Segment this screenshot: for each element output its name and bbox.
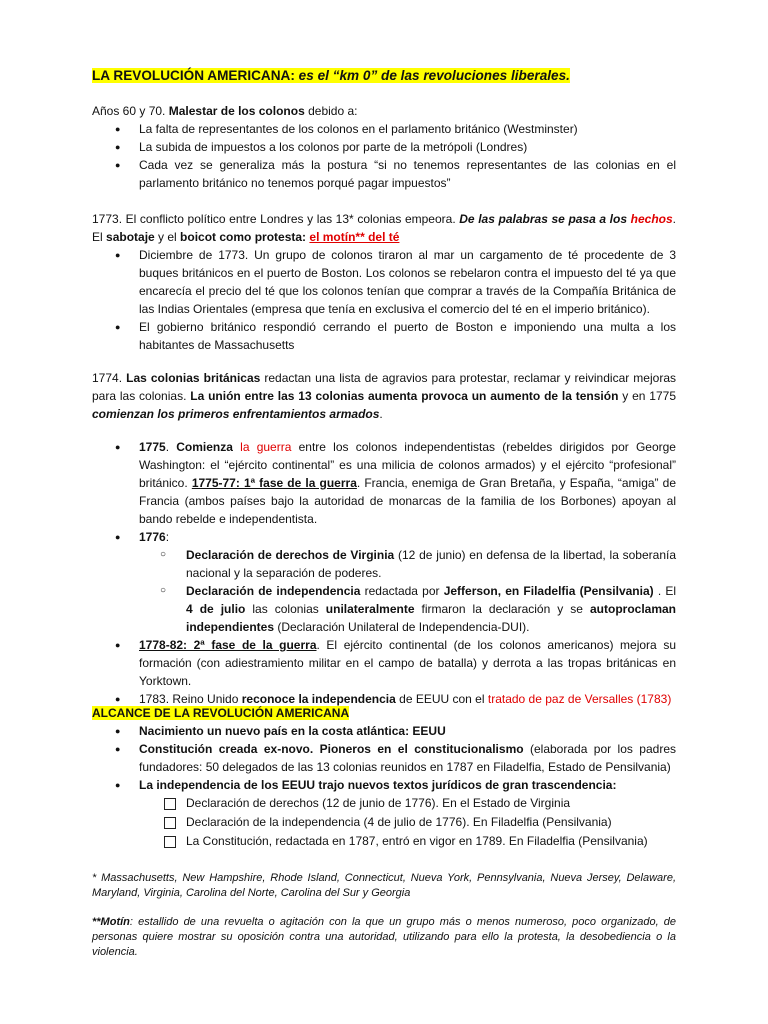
list-item: ● Diciembre de 1773. Un grupo de colonos tiraron al mar un cargamento de té procedente de 3 buques británicos en el puerto de Boston. Los colonos se rebelaron contra el impuesto del té ya que encarecía el precio del té que los colonos tenían que comprar a través de la Compañía Británica de las Indias Orientales (empresa que tenía en exclusiva el comercio del té en el imperio británico).: [92, 246, 676, 318]
list-item: ● Nacimiento un nuevo país en la costa atlántica: EEUU: [92, 722, 676, 740]
alcance-list: [92, 722, 676, 794]
section-alcance-heading: ALCANCE DE LA REVOLUCIÓN AMERICANA: [92, 706, 350, 720]
sublist-item: ○ Declaración de independencia redactada por Jefferson, en Filadelfia (Pensilvania) . El 4 de julio las colonias unilateralmente firmaron la declaración y se autoproclaman independientes (Declaración Unilateral de Independencia-DUI).: [92, 582, 676, 636]
section-motin: [92, 210, 676, 354]
sublist-1776: [92, 546, 676, 636]
list-item: ● El gobierno británico respondió cerrando el puerto de Boston e imponiendo una multa a los habitantes de Massachusetts: [92, 318, 676, 354]
checkbox-item: La Constitución, redactada en 1787, entró en vigor en 1789. En Filadelfia (Pensilvania): [92, 832, 676, 851]
section-alcance: [92, 704, 676, 851]
title-sub: es el “km 0” de las revoluciones liberales.: [294, 68, 570, 83]
list-item: ● La falta de representantes de los colonos en el parlamento británico (Westminster): [92, 120, 676, 138]
section-malestar: [92, 102, 676, 192]
malestar-list: [92, 120, 676, 192]
footnote-colonias: * Massachusetts, New Hampshire, Rhode Island, Connecticut, Nueva York, Pennsylvania, Nueva Jersey, Delaware, Maryland, Virginia, Carolina del Norte, Carolina del Sur y Georgia: [92, 872, 676, 899]
list-item-1775: ● 1775. Comienza la guerra entre los colonos independentistas (rebeldes dirigidos por George Washington: el “ejército continental” es una milicia de colonos armados) y el ejército “profesional” británico. 1775-77: 1ª fase de la guerra. Francia, enemiga de Gran Bretaña, y España, “amiga” de Francia (ambos países bajo la autoridad de monarcas de la familia de los Borbones) apoyan al bando rebelde e independentista.: [92, 438, 676, 528]
checkbox-icon[interactable]: [164, 798, 176, 810]
checkbox-item: Declaración de derechos (12 de junio de 1776). En el Estado de Virginia: [92, 794, 676, 813]
section-guerra: [92, 438, 676, 708]
title-main: LA REVOLUCIÓN AMERICANA:: [92, 68, 295, 83]
guerra-list: [92, 438, 676, 708]
section-malestar-intro: Años 60 y 70. Malestar de los colonos debido a:: [92, 104, 358, 118]
list-item-1776: ● 1776: ○ Declaración de derechos de Virginia (12 de junio) en defensa de la libertad, la soberanía nacional y la separación de poderes. ○ Declaración de independencia redactada por Jefferson, en Filadelfia (Pensilvania) . El 4 de julio las colonias unilateralmente firmaron la declaración y se autoproclaman independientes (Declaración Unilateral de Independencia-DUI).: [92, 528, 676, 636]
motin-list: [92, 246, 676, 354]
page-title: [92, 68, 570, 83]
section-motin-intro: 1773. El conflicto político entre Londres y las 13* colonias empeora. De las palabras se pasa a los hechos. El sabotaje y el boicot como protesta: el motín** del té: [92, 212, 676, 244]
checkbox-icon[interactable]: [164, 836, 176, 848]
list-item-1783: ● 1783. Reino Unido reconoce la independencia de EEUU con el tratado de paz de Versalles (1783): [92, 690, 676, 708]
title-highlight: [92, 68, 570, 83]
footnote-motin: **Motín: estallido de una revuelta o agitación con la que un grupo más o menos numeroso, poco organizado, de personas quiere mostrar su oposición contra una autoridad, utilizando para ello la protesta, la desobediencia o la violencia.: [92, 916, 676, 958]
textos-juridicos-list: [92, 794, 676, 851]
checkbox-item: Declaración de la independencia (4 de julio de 1776). En Filadelfia (Pensilvania): [92, 813, 676, 832]
checkbox-icon[interactable]: [164, 817, 176, 829]
list-item-1778: ● 1778-82: 2ª fase de la guerra. El ejército continental (de los colonos americanos) mejora su formación (con adiestramiento militar en el campo de batalla) y derrota a las tropas británicas en Yorktown.: [92, 636, 676, 690]
list-item: ● Constitución creada ex-novo. Pioneros en el constitucionalismo (elaborada por los padres fundadores: 50 delegados de las 13 colonias reunidos en 1787 en Filadelfia, Estado de Pensilvania): [92, 740, 676, 776]
section-1774: [92, 369, 676, 423]
sublist-item: ○ Declaración de derechos de Virginia (12 de junio) en defensa de la libertad, la soberanía nacional y la separación de poderes.: [92, 546, 676, 582]
list-item: ● La subida de impuestos a los colonos por parte de la metrópoli (Londres): [92, 138, 676, 156]
section-1774-text: 1774. Las colonias británicas redactan una lista de agravios para protestar, reclamar y reivindicar mejoras para las colonias. La unión entre las 13 colonias aumenta provoca un aumento de la tensión y en 1775 comienzan los primeros enfrentamientos armados.: [92, 371, 677, 421]
list-item: ● La independencia de los EEUU trajo nuevos textos jurídicos de gran trascendencia:: [92, 776, 676, 794]
list-item: ● Cada vez se generaliza más la postura “si no tenemos representantes de las colonias en el parlamento británico no tenemos porqué pagar impuestos”: [92, 156, 676, 192]
